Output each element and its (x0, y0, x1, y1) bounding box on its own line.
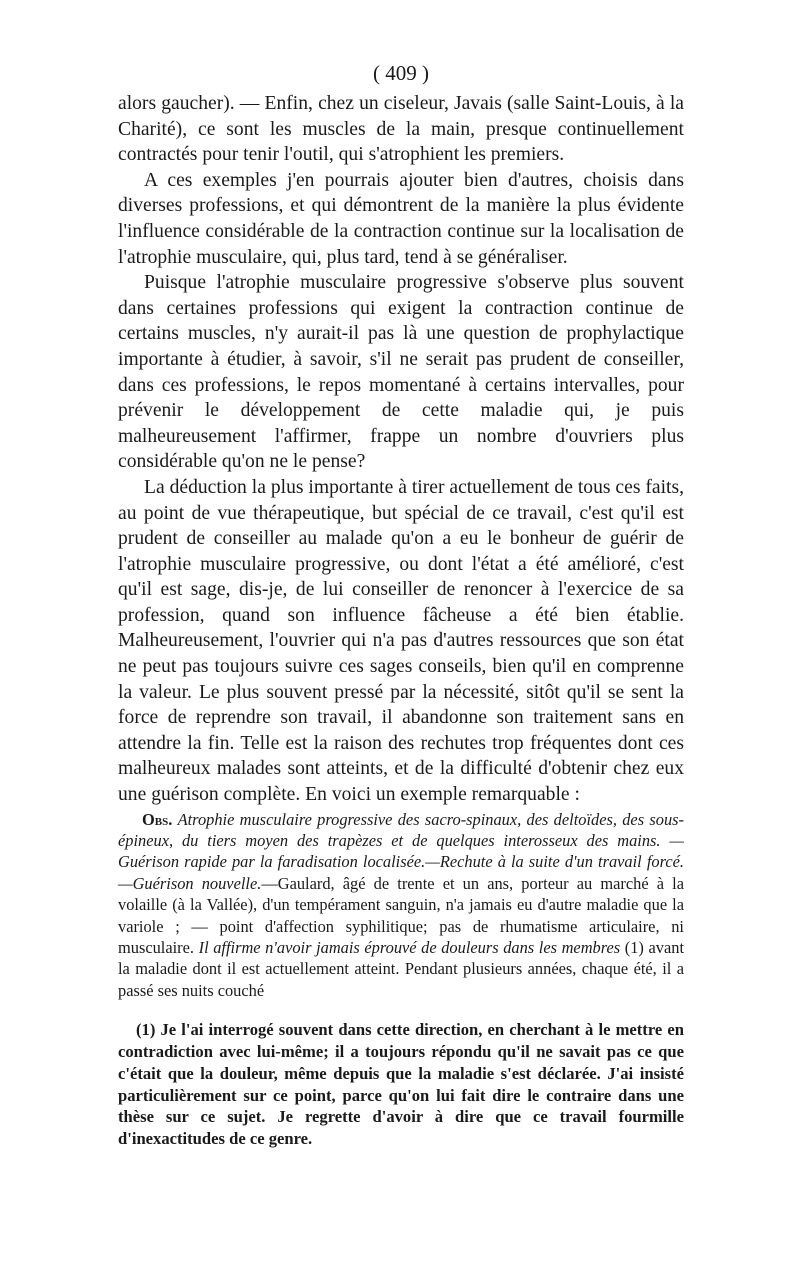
footnote-separator (118, 1001, 684, 1019)
observation-text: —Gaulard, âgé de trente et un ans, porteur au marché à la volaille (à la Vallée), d'un tempérament sanguin, n'a jamais eu d'autre maladie que la variole ; — point d'affection syphilitique; pas de rhumatisme articulaire, ni musculaire. (118, 873, 684, 958)
observation-title: Atrophie musculaire progressive des sacro-spinaux, des deltoïdes, des sous-épineux, du tiers moyen des trapèzes et de quelques interosseux des mains. — Guérison rapide par la faradisation localisée.—Rechute à la suite d'un travail forcé.—Guérison nouvelle. (118, 809, 684, 893)
observation-italic-statement: Il affirme n'avoir jamais éprouvé de douleurs dans les membres (198, 938, 621, 958)
paragraph-continuation: alors gaucher). — Enfin, chez un ciseleur, Javais (salle Saint-Louis, à la Charité), ce sont les muscles de la main, presque continuellement contractés pour tenir l'outil, qui s'atrophient les premiers. (118, 93, 684, 166)
paragraph: Puisque l'atrophie musculaire progressive s'observe plus souvent dans certaines professions qui exigent la contraction continue de certains muscles, n'y aurait-il pas là une question de prophylactique importante à étudier, à savoir, s'il ne serait pas prudent de conseiller, dans ces professions, le repos momentané à certains intervalles, pour prévenir le développement de cette maladie qui, je puis malheureusement l'affirmer, frappe un nombre d'ouvriers plus considérable qu'on ne le pense? (118, 272, 684, 473)
footnote: (1) Je l'ai interrogé souvent dans cette direction, en cherchant à le mettre en contradiction avec lui-même; il a toujours répondu qu'il ne savait pas ce que c'était que la douleur, même depuis que la maladie s'est déclarée. J'ai insisté particulièrement sur ce point, parce qu'on lui fait dire le contraire dans une thèse sur ce sujet. Je regrette d'avoir à dire que ce travail fourmille d'inexactitudes de ce genre. (118, 1020, 684, 1149)
observation-label: Obs. (142, 809, 173, 829)
observation (118, 809, 684, 1002)
page (118, 58, 684, 1150)
footnote-reference: (1) (624, 938, 644, 958)
paragraph: A ces exemples j'en pourrais ajouter bien d'autres, choisis dans diverses professions, et qui démontrent de la manière la plus évidente l'influence considérable de la contraction continue sur la localisation de l'atrophie musculaire, qui, plus tard, tend à se généraliser. (118, 169, 684, 268)
paragraph: La déduction la plus importante à tirer actuellement de tous ces faits, au point de vue thérapeutique, but spécial de ce travail, c'est qu'il est prudent de conseiller au malade qu'on a eu le bonheur de guérir de l'atrophie musculaire progressive, ou dont l'état a été amélioré, c'est qu'il est sage, dis-je, de lui conseiller de renoncer à l'exercice de sa profession, quand son influence fâcheuse a été bien établie. Malheureusement, l'ouvrier qui n'a pas d'autres ressources que son état ne peut pas toujours suivre ces sages conseils, bien qu'il en comprenne la valeur. Le plus souvent pressé par la nécessité, sitôt qu'il se sent la force de reprendre son travail, il abandonne son traitement sans en attendre la fin. Telle est la raison des rechutes trop fréquentes dont ces malheureux malades sont atteints, et de la difficulté d'obtenir chez eux une guérison complète. En voici un exemple remarquable : (118, 476, 684, 806)
body-text (118, 91, 684, 808)
observation-text-continued: avant la maladie dont il est actuellement atteint. Pendant plusieurs années, chaque été, il a passé ses nuits couché (118, 938, 684, 1000)
page-number: ( 409 ) (373, 61, 429, 85)
